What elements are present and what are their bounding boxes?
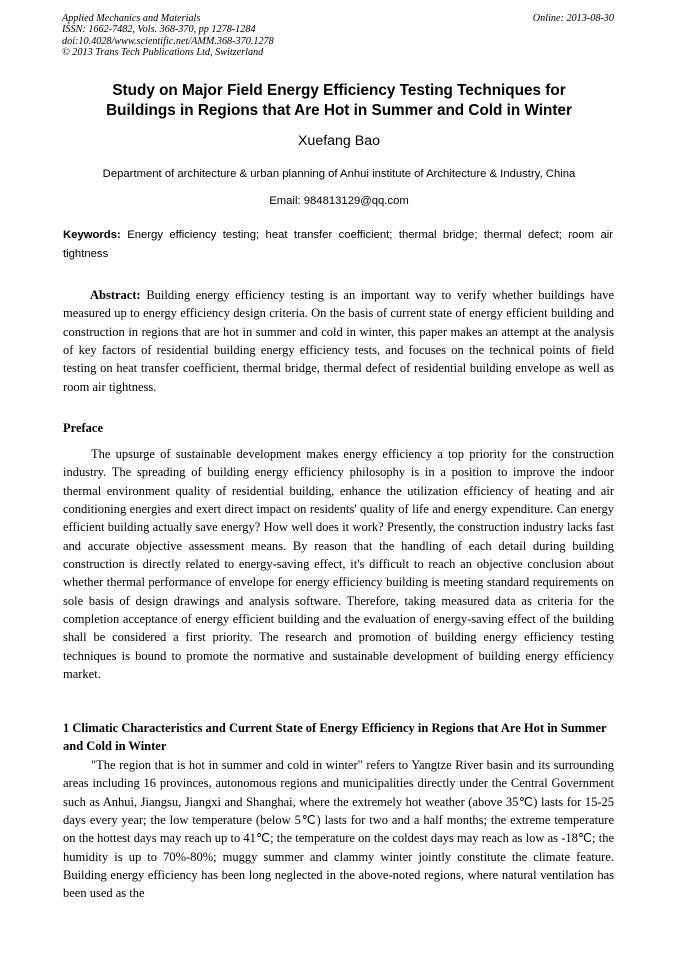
title-line-1: Study on Major Field Energy Efficiency Testing Techniques for xyxy=(112,82,566,99)
abstract-block xyxy=(63,286,614,396)
affiliation: Department of architecture & urban planning of Anhui institute of Architecture & Industry, China xyxy=(102,168,576,180)
title-line-2: Buildings in Regions that Are Hot in Summer and Cold in Winter xyxy=(106,101,572,119)
abstract-text: Building energy efficiency testing is an important way to verify whether buildings have measured up to energy efficiency design criteria. On the basis of current state of energy efficient building and construction in regions that are hot in summer and cold in winter, this paper makes an attempt at the analysis of key factors of residential building energy efficiency tests, and focuses on the technical points of field testing on heat transfer coefficient, thermal bridge, thermal defect of residential building envelope as well as room air tightness. xyxy=(63,288,614,394)
doi-line: doi:10.4028/www.scientific.net/AMM.368-370.1278 xyxy=(62,35,274,47)
author-name: Xuefang Bao xyxy=(297,133,381,149)
section-1-paragraph: "The region that is hot in summer and cold in winter" refers to Yangtze River basin and its surrounding areas including 16 provinces, autonomous regions and municipalities directly under the Central Government such as Anhui, Jiangsu, Jiangxi and Shanghai, where the extremely hot weather (above 35℃) lasts for 15-25 days every year; the low temperature (below 5℃) lasts for two and a half months; the extreme temperature on the hottest days may reach up to 41℃; the temperature on the coldest days may reach as low as -18℃; the humidity is up to 70%-80%; muggy summer and clammy winter jointly constitute the climate feature. Building energy efficiency has been long neglected in the above-noted regions, where natural ventilation has been used as the xyxy=(63,758,614,901)
preface-heading: Preface xyxy=(63,421,104,435)
journal-header xyxy=(62,13,274,58)
abstract-label: Abstract: xyxy=(90,288,141,302)
issn-line: ISSN: 1662-7482, Vols. 368-370, pp 1278-1284 xyxy=(62,24,256,36)
keywords-block xyxy=(63,226,613,263)
keywords-text: Energy efficiency testing; heat transfer coefficient; thermal bridge; thermal defect; room air tightness xyxy=(63,229,614,260)
author-email: Email: 984813129@qq.com xyxy=(269,195,409,207)
copyright-line: © 2013 Trans Tech Publications Ltd, Switzerland xyxy=(62,46,264,58)
journal-name: Applied Mechanics and Materials xyxy=(62,13,201,24)
preface-paragraph: The upsurge of sustainable development makes energy efficiency a top priority for the construction industry. The spreading of building energy efficiency philosophy is in a position to improve the indoor thermal environment quality of residential building, enhance the utilization efficiency of heating and air conditioning energies and exert direct impact on residents' quality of life and energy expenditure. Can energy efficient building actually save energy? How well does it work? Presently, the construction industry lacks fast and accurate objective assessment means. By reason that the handling of each detail during building construction is directly related to energy-saving effect, it's difficult to reach an objective conclusion about whether thermal performance of envelope for energy efficiency building is meeting standard requirements on sole basis of design drawings and analysis software. Therefore, taking measured data as criteria for the completion acceptance of energy efficient building and the evaluation of energy-saving effect of the building shall be considered a first priority. The research and promotion of building energy efficiency testing techniques is bound to promote the normative and sustainable development of building energy efficiency market. xyxy=(63,447,614,682)
keywords-label: Keywords: xyxy=(63,229,121,241)
paper-title xyxy=(40,81,638,120)
section-1-heading: 1 Climatic Characteristics and Current State of Energy Efficiency in Regions that Are Hot in Summer and Cold in Winter xyxy=(63,721,607,754)
online-date: Online: 2013-08-30 xyxy=(532,13,614,24)
